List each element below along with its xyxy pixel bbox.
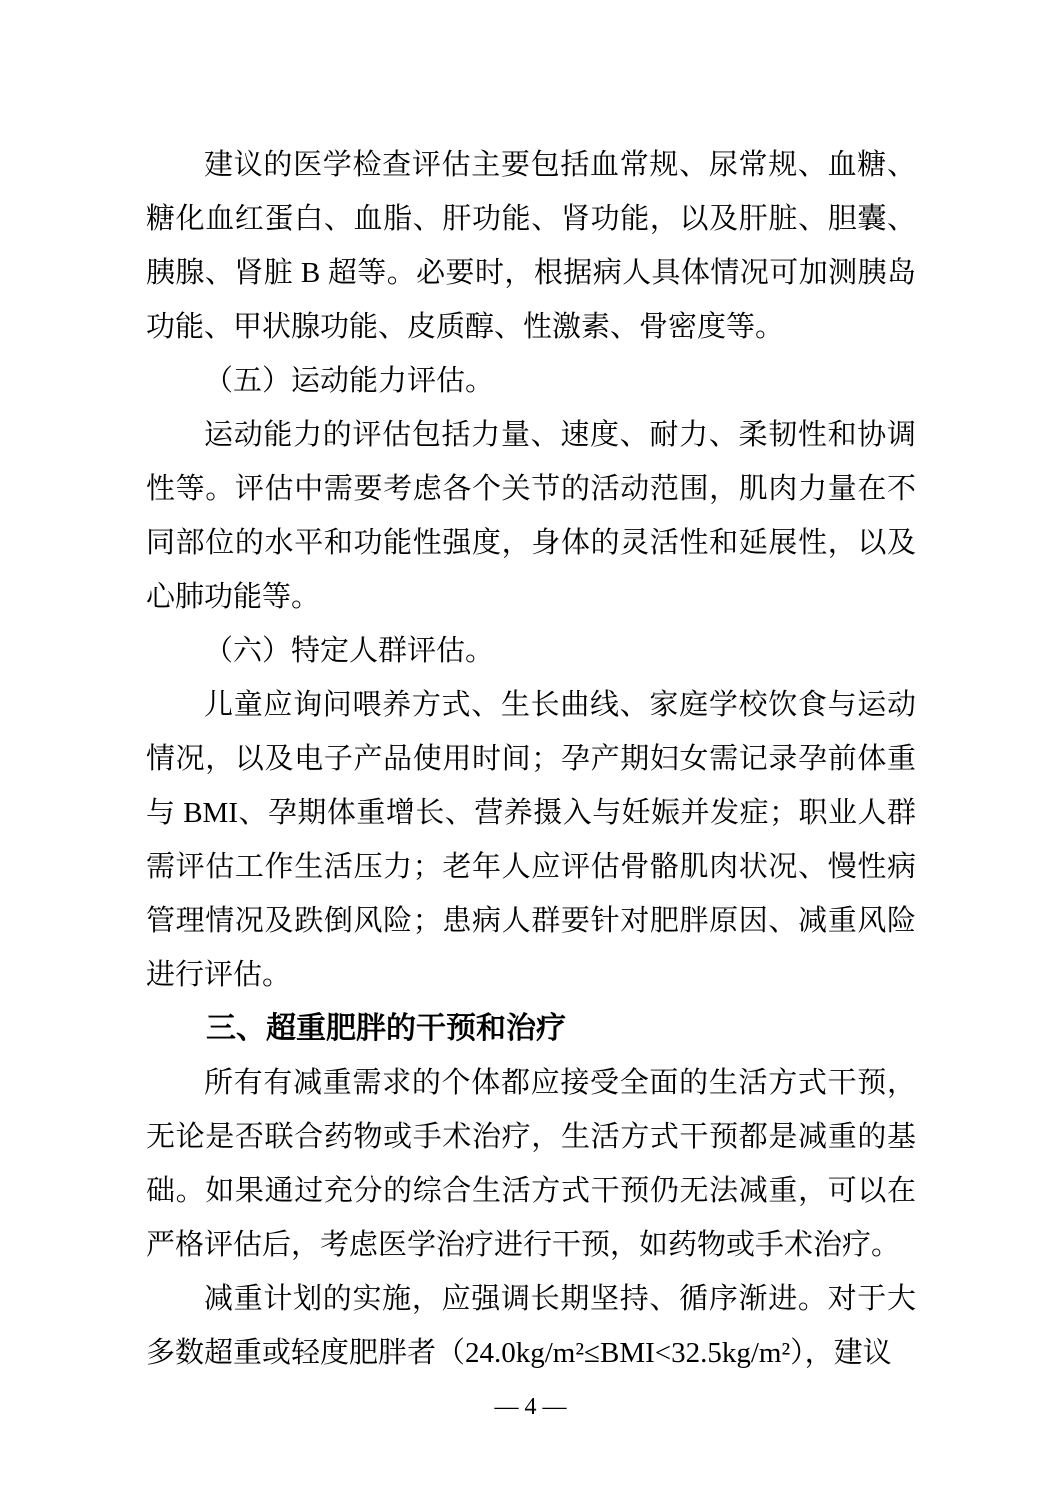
subheading-six-specific-populations: （六）特定人群评估。 <box>204 635 495 667</box>
paragraph-medical-check-assessment: 建议的医学检查评估主要包括血常规、尿常规、血糖、糖化血红蛋白、血脂、肝功能、肾功能，以及肝脏、胆囊、胰腺、肾脏 B 超等。必要时，根据病人具体情况可加测胰岛功能、甲状腺功能、皮质醇、性激素、骨密度等。 <box>146 149 916 343</box>
section-heading-intervention-treatment: 三、超重肥胖的干预和治疗 <box>206 1012 566 1045</box>
paragraph-lifestyle-intervention: 所有有减重需求的个体都应接受全面的生活方式干预，无论是否联合药物或手术治疗，生活方式干预都是减重的基础。如果通过充分的综合生活方式干预仍无法减重，可以在严格评估后，考虑医学治疗进行干预，如药物或手术治疗。 <box>146 1067 916 1261</box>
paragraph-specific-populations-detail: 儿童应询问喂养方式、生长曲线、家庭学校饮食与运动情况，以及电子产品使用时间；孕产期妇女需记录孕前体重与 BMI、孕期体重增长、营养摄入与妊娠并发症；职业人群需评估工作生活压力；老年人应评估骨骼肌肉状况、慢性病管理情况及跌倒风险；患病人群要针对肥胖原因、减重风险进行评估。 <box>146 689 916 991</box>
document-page <box>146 138 916 1380</box>
paragraph-exercise-capacity-detail: 运动能力的评估包括力量、速度、耐力、柔韧性和协调性等。评估中需要考虑各个关节的活动范围，肌肉力量在不同部位的水平和功能性强度，身体的灵活性和延展性，以及心肺功能等。 <box>146 419 916 613</box>
page-number: — 4 — <box>494 1394 567 1420</box>
subheading-five-exercise-capacity: （五）运动能力评估。 <box>204 365 495 397</box>
paragraph-weight-loss-plan: 减重计划的实施，应强调长期坚持、循序渐进。对于大多数超重或轻度肥胖者（24.0kg/m²≤BMI<32.5kg/m²），建议 <box>146 1283 916 1369</box>
